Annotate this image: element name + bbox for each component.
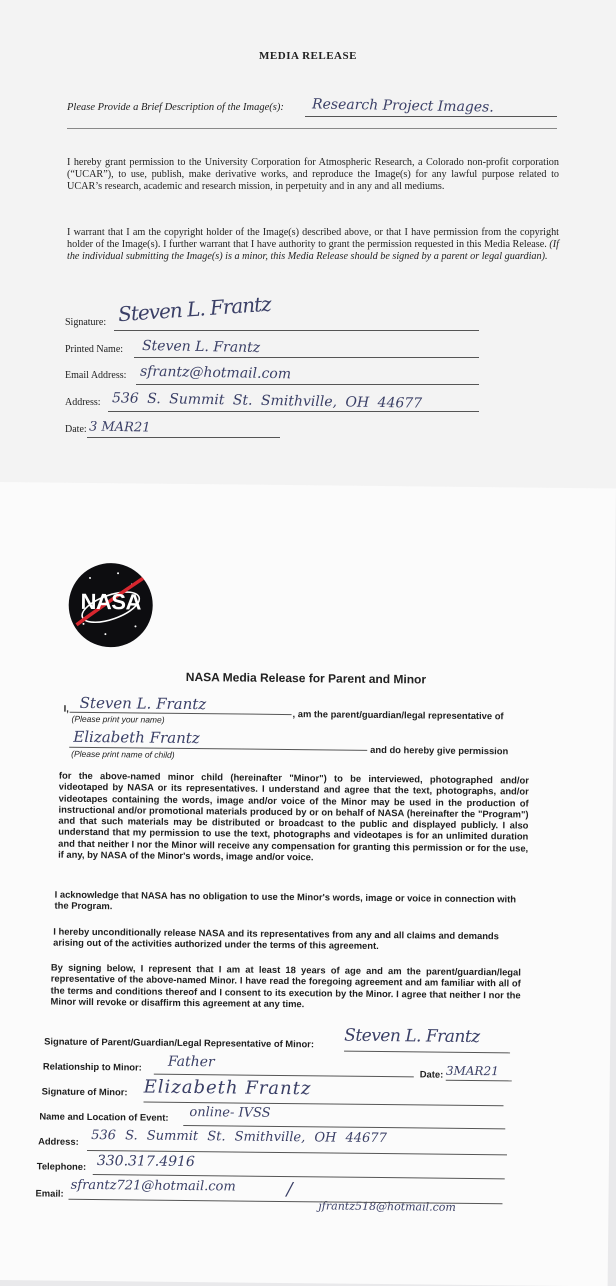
event-value: online- IVSS: [189, 1105, 271, 1121]
email-label: Email Address:: [65, 370, 127, 381]
sig-parent-value: Steven L. Frantz: [344, 1025, 480, 1048]
address-line: [108, 411, 479, 412]
sig-parent-line: [344, 1051, 510, 1054]
nasa-wordmark: NASA: [80, 588, 142, 615]
nasa-date-line: [446, 1080, 512, 1082]
sig-minor-value: Elizabeth Frantz: [143, 1076, 312, 1100]
sig-minor-label: Signature of Minor:: [41, 1085, 128, 1098]
printed-name-line: [134, 357, 479, 358]
relationship-label: Relationship to Minor:: [42, 1060, 142, 1073]
nasa-address-label: Address:: [38, 1135, 79, 1147]
date-label: Date:: [65, 424, 87, 435]
signature-line: [114, 330, 479, 331]
date-line: [87, 437, 280, 438]
parent-name-value: Steven L. Frantz: [79, 693, 207, 714]
description-label: Please Provide a Brief Description of the Image(s):: [67, 102, 284, 113]
warrant-paragraph: [67, 227, 559, 263]
sig-parent-label: Signature of Parent/Guardian/Legal Representative of Minor:: [44, 1035, 315, 1050]
i-label: I,: [63, 702, 69, 714]
event-label: Name and Location of Event:: [39, 1110, 169, 1123]
child-suffix: and do hereby give permission: [370, 743, 509, 757]
address-label: Address:: [65, 397, 101, 408]
release-paragraph: I hereby unconditionally release NASA and its representatives from any and all claims and demands arising out of the activities authorized under the terms of this agreement.: [53, 925, 499, 952]
nasa-email-value-1: sfrantz721@hotmail.com: [70, 1177, 236, 1195]
nasa-date-value: 3MAR21: [445, 1063, 499, 1079]
child-name-value: Elizabeth Frantz: [73, 727, 200, 748]
email-line: [136, 384, 479, 385]
media-release-title: MEDIA RELEASE: [259, 50, 357, 62]
date-value: 3 MAR21: [88, 419, 151, 436]
warrant-text: I warrant that I am the copyright holder of the Image(s) described above, or that I have permission from the copyright holder of the Image(s). I further warrant that I have authority to grant the permission requested in this Media Release.: [67, 227, 559, 250]
child-hint: (Please print name of child): [71, 748, 175, 760]
relationship-value: Father: [167, 1053, 215, 1071]
minor-note: (If the individual submitting the Image(s) is a minor, this Media Release should be signed by a parent or legal guardian).: [67, 239, 560, 262]
parent-hint: (Please print your name): [71, 713, 165, 725]
description-value: Research Project Images.: [311, 96, 494, 116]
nasa-release-sheet: [0, 482, 616, 1286]
parent-suffix: , am the parent/guardian/legal representative of: [292, 708, 504, 722]
grant-paragraph: I hereby grant permission to the University Corporation for Atmospheric Research, a Colorado non-profit corporation (“UCAR”), to use, publish, make derivative works, and reproduce the Image(s) for any lawful purpose related to UCAR’s research, academic and research mission, in perpetuity and in any and all mediums.: [67, 157, 559, 192]
representation-paragraph: By signing below, I represent that I am at least 18 years of age and am the parent/guardian/legal representative of the above-named Minor. I have read the foregoing agreement and am familiar with all of the terms and conditions thereof and I consent to its execution by the Minor. I agree that neither I nor the Minor will revoke or disaffirm this agreement at any time.: [50, 961, 521, 1010]
nasa-address-value: 536 S. Summit St. Smithville, OH 44677: [91, 1127, 387, 1147]
email-value: sfrantz@hotmail.com: [139, 363, 292, 383]
address-value: 536 S. Summit St. Smithville, OH 44677: [111, 390, 423, 412]
email-separator: /: [286, 1179, 293, 1201]
printed-name-label: Printed Name:: [65, 344, 124, 355]
permission-paragraph: for the above-named minor child (hereinafter "Minor") to be interviewed, photographed and/or videotaped by NASA or its representatives. I understand and agree that the text, photographs, and/or videotapes containing the words, image and/or voice of the Minor may be used in the production of instructional and/or promotional materials produced by or on behalf of NASA (hereinafter the "Program") and that such materials may be distributed or broadcast to the public and displayed publicly. I also understand that my permission to use the text, photographs and videotapes is for an unlimited duration and that neither I nor the Minor will receive any compensation for granting this permission or for the use, if any, by NASA of the Minor's words, image and/or voice.: [58, 769, 529, 863]
printed-name-value: Steven L. Frantz: [141, 337, 261, 357]
nasa-logo: [68, 563, 153, 648]
signature-value: Steven L. Frantz: [117, 291, 272, 327]
nasa-email-value-2: jfrantz518@hotmail.com: [318, 1199, 456, 1214]
nasa-release-title: NASA Media Release for Parent and Minor: [185, 669, 427, 687]
acknowledge-paragraph: I acknowledge that NASA has no obligation to use the Minor's words, image or voice in connection with the Program.: [54, 888, 517, 912]
signature-label: Signature:: [65, 317, 107, 328]
telephone-value: 330.317.4916: [96, 1153, 195, 1171]
media-release-sheet: [0, 0, 616, 492]
telephone-label: Telephone:: [36, 1160, 87, 1172]
description-line: [305, 116, 557, 117]
nasa-email-label: Email:: [35, 1187, 64, 1199]
nasa-date-label: Date:: [419, 1068, 444, 1080]
description-line-2: [67, 128, 557, 129]
